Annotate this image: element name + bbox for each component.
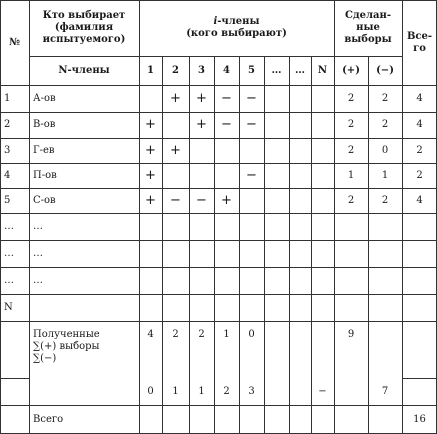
choice-mark: + xyxy=(196,117,207,132)
grid-line-vertical xyxy=(162,56,163,434)
row-total: 2 xyxy=(416,144,423,156)
grid-line-horizontal xyxy=(0,112,437,113)
made-plus xyxy=(334,213,368,240)
choice-mark xyxy=(264,188,289,213)
choice-mark xyxy=(139,240,162,267)
header-col-2: 2 xyxy=(172,64,179,76)
grid-line-vertical xyxy=(239,56,240,434)
choice-mark xyxy=(311,112,334,138)
made-plus xyxy=(334,294,368,321)
grid-line-vertical xyxy=(334,0,335,434)
choice-mark xyxy=(189,213,214,240)
grid-line-vertical xyxy=(311,56,312,434)
choice-mark xyxy=(264,240,289,267)
received-minus xyxy=(264,378,289,405)
row-total: 4 xyxy=(416,92,423,104)
received-label: Полученные ∑(+) выборы ∑(−) xyxy=(33,329,100,364)
row-number: 4 xyxy=(4,169,11,181)
choice-mark xyxy=(189,294,214,321)
header-made-choices: Сделан- ные выборы xyxy=(344,10,392,45)
made-plus: 2 xyxy=(347,92,355,104)
choice-mark xyxy=(239,294,264,321)
row-total: 2 xyxy=(416,169,423,181)
header-col-8: N xyxy=(317,64,328,76)
header-col-9: (+) xyxy=(342,64,360,76)
header-chooser: Кто выбирает (фамилия испытуемого) xyxy=(42,10,126,45)
choice-mark: + xyxy=(145,142,156,158)
choice-mark xyxy=(311,213,334,240)
grid-line-vertical xyxy=(264,56,265,434)
row-name: … xyxy=(33,220,43,232)
row-name xyxy=(29,294,139,321)
made-minus: 2 xyxy=(381,119,389,130)
grid-line-horizontal xyxy=(0,321,437,322)
row-number: 3 xyxy=(4,144,11,156)
made-plus: 2 xyxy=(347,144,355,156)
received-minus: 3 xyxy=(248,385,255,397)
choice-mark xyxy=(214,294,239,321)
row-total: 4 xyxy=(416,194,423,206)
choice-mark: + xyxy=(145,117,156,132)
grid-line-horizontal xyxy=(0,138,437,139)
choice-mark: + xyxy=(196,90,207,106)
grid-line-horizontal xyxy=(0,267,437,268)
grid-line-vertical xyxy=(0,0,1,434)
row-total xyxy=(402,294,437,321)
received-minus-sum: 7 xyxy=(381,385,389,397)
header-col-5: 5 xyxy=(248,64,255,76)
grid-line-vertical xyxy=(402,0,403,434)
received-plus xyxy=(264,321,289,378)
row-name: В-ов xyxy=(33,119,56,130)
choice-mark xyxy=(214,138,239,163)
row-name: С-ов xyxy=(33,194,56,206)
grid-line-vertical xyxy=(368,56,369,434)
received-plus xyxy=(311,321,334,378)
choice-mark: + xyxy=(145,167,156,183)
header-members-italic: i xyxy=(213,16,218,27)
choice-mark xyxy=(214,240,239,267)
choice-mark xyxy=(139,294,162,321)
choice-mark xyxy=(139,213,162,240)
row-number: N xyxy=(4,301,13,313)
grid-line-horizontal xyxy=(0,163,437,164)
choice-mark xyxy=(214,213,239,240)
header-col-10: (−) xyxy=(376,64,394,76)
choice-mark: + xyxy=(221,192,232,208)
header-col-1: 1 xyxy=(147,64,154,76)
made-minus: 2 xyxy=(381,194,389,206)
row-total xyxy=(402,267,437,294)
grid-line-vertical xyxy=(29,0,30,434)
row-number: … xyxy=(4,247,14,259)
row-name: Г-ев xyxy=(33,144,55,156)
choice-mark: − xyxy=(246,90,257,106)
made-minus xyxy=(368,267,402,294)
received-plus: 4 xyxy=(147,329,154,340)
row-total: 4 xyxy=(416,119,423,130)
received-minus: 1 xyxy=(198,385,205,397)
grid-line-horizontal xyxy=(0,405,437,406)
choice-mark: − xyxy=(246,167,257,183)
grid-line-horizontal xyxy=(0,85,437,86)
made-plus xyxy=(334,267,368,294)
choice-mark xyxy=(139,85,162,112)
row-number: 2 xyxy=(4,119,11,130)
header-col-4: 4 xyxy=(223,64,230,76)
choice-mark xyxy=(289,85,311,112)
choice-mark xyxy=(189,267,214,294)
total-value: 16 xyxy=(413,413,426,425)
choice-mark xyxy=(289,240,311,267)
choice-mark xyxy=(162,163,189,188)
choice-mark xyxy=(239,213,264,240)
choice-mark xyxy=(264,163,289,188)
choice-mark xyxy=(189,163,214,188)
header-members-rest: -члены (кого выбирают) xyxy=(186,16,287,39)
choice-mark: + xyxy=(170,90,181,106)
choice-mark xyxy=(189,240,214,267)
grid-line-horizontal xyxy=(0,240,437,241)
choice-mark xyxy=(311,267,334,294)
choice-mark xyxy=(264,267,289,294)
made-minus: 1 xyxy=(381,169,389,181)
choice-mark xyxy=(162,112,189,138)
header-col-3: 3 xyxy=(198,64,205,76)
made-minus: 2 xyxy=(381,92,389,104)
row-number: … xyxy=(4,220,14,232)
choice-mark xyxy=(162,294,189,321)
choice-mark xyxy=(264,138,289,163)
made-plus: 2 xyxy=(347,119,355,130)
choice-mark xyxy=(289,294,311,321)
choice-mark xyxy=(289,138,311,163)
choice-mark xyxy=(289,213,311,240)
grid-line-horizontal xyxy=(0,213,437,214)
header-number: № xyxy=(9,36,20,48)
row-name: … xyxy=(33,247,43,259)
grid-line-horizontal xyxy=(0,188,437,189)
grid-line-horizontal xyxy=(0,0,437,1)
made-minus xyxy=(368,240,402,267)
row-total xyxy=(402,213,437,240)
grid-line-horizontal xyxy=(0,294,437,295)
made-minus: 0 xyxy=(381,144,389,156)
choice-mark xyxy=(264,294,289,321)
received-minus: 2 xyxy=(223,385,230,397)
header-col-6: … xyxy=(271,64,282,76)
choice-mark xyxy=(311,240,334,267)
row-number: 1 xyxy=(4,92,11,104)
made-minus xyxy=(368,294,402,321)
choice-mark xyxy=(239,138,264,163)
choice-mark xyxy=(264,213,289,240)
header-members xyxy=(139,0,334,56)
choice-mark xyxy=(189,138,214,163)
choice-mark xyxy=(162,267,189,294)
choice-mark: + xyxy=(145,192,156,208)
header-col-7: … xyxy=(295,64,305,76)
received-plus xyxy=(289,321,311,378)
row-number: 5 xyxy=(4,194,11,206)
choice-mark xyxy=(239,188,264,213)
choice-mark xyxy=(289,112,311,138)
grid-line-vertical xyxy=(214,56,215,434)
choice-mark: − xyxy=(246,117,257,132)
received-plus: 2 xyxy=(172,329,179,340)
row-name: А-ов xyxy=(33,92,56,104)
choice-mark: − xyxy=(221,117,232,132)
choice-mark xyxy=(311,85,334,112)
grid-line-vertical xyxy=(289,56,290,434)
choice-mark xyxy=(264,85,289,112)
grid-line-horizontal xyxy=(29,56,402,57)
choice-mark xyxy=(214,267,239,294)
header-total: Все- го xyxy=(406,30,433,54)
grid-line-vertical xyxy=(139,0,140,434)
choice-mark: − xyxy=(221,90,232,106)
choice-mark xyxy=(311,188,334,213)
choice-mark xyxy=(162,213,189,240)
received-minus: 0 xyxy=(147,385,154,397)
grid-line-vertical xyxy=(189,56,190,434)
choice-mark xyxy=(162,240,189,267)
choice-mark xyxy=(311,163,334,188)
row-name: П-ов xyxy=(33,169,57,181)
choice-mark xyxy=(239,240,264,267)
received-plus: 1 xyxy=(223,329,230,340)
row-name: … xyxy=(33,274,43,286)
received-plus: 0 xyxy=(248,329,255,340)
choice-mark: + xyxy=(170,142,181,158)
received-minus: 1 xyxy=(172,385,179,397)
received-plus-sum: 9 xyxy=(347,329,355,340)
choice-mark xyxy=(311,138,334,163)
header-n-members: N-члены xyxy=(58,64,110,76)
row-number: … xyxy=(4,274,14,286)
choice-mark xyxy=(289,188,311,213)
row-total xyxy=(402,240,437,267)
choice-mark xyxy=(214,163,239,188)
choice-mark xyxy=(289,267,311,294)
made-plus: 2 xyxy=(347,194,355,206)
choice-mark: − xyxy=(196,192,207,208)
total-label: Всего xyxy=(33,413,64,425)
grid-line-horizontal xyxy=(402,378,437,379)
choice-mark: − xyxy=(170,192,181,208)
received-minus xyxy=(289,378,311,405)
choice-mark xyxy=(264,112,289,138)
received-plus: 2 xyxy=(198,329,205,340)
made-plus xyxy=(334,240,368,267)
choice-mark xyxy=(239,267,264,294)
received-minus: − xyxy=(318,385,327,397)
grid-line-horizontal xyxy=(0,378,29,379)
choice-mark xyxy=(289,163,311,188)
choice-mark xyxy=(139,267,162,294)
made-plus: 1 xyxy=(347,169,355,181)
made-minus xyxy=(368,213,402,240)
choice-mark xyxy=(311,294,334,321)
